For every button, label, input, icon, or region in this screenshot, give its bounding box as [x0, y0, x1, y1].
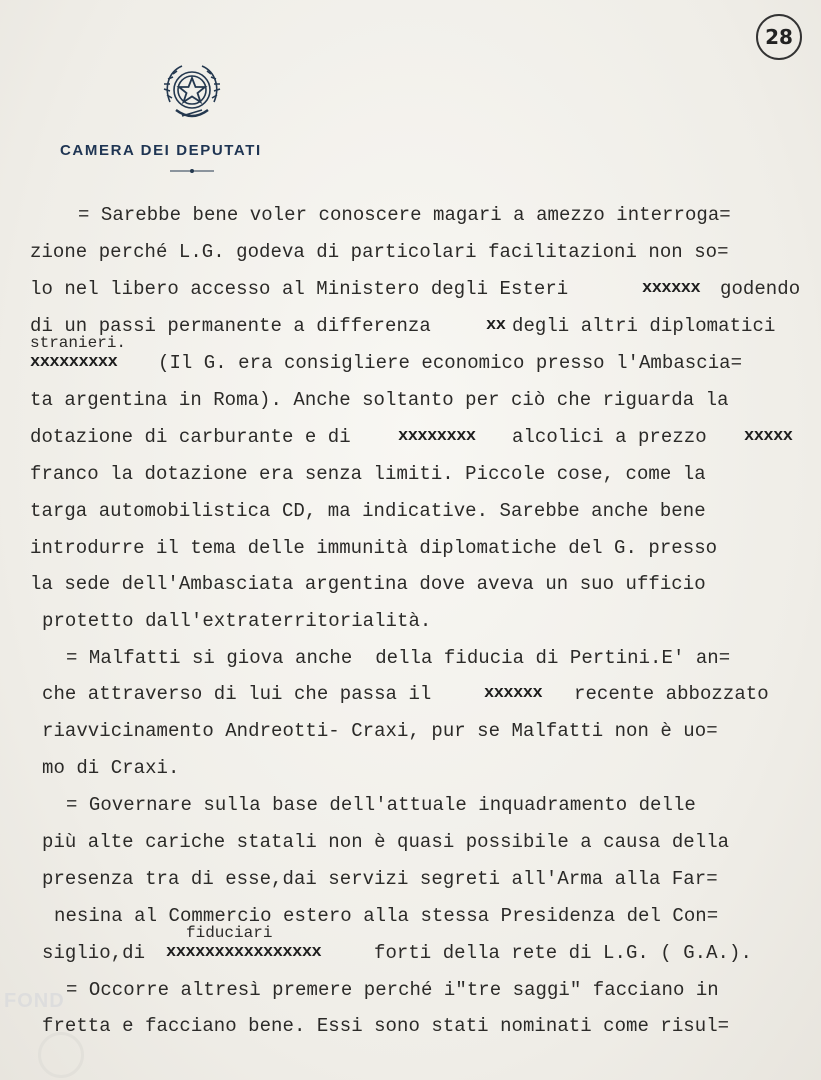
struck-word: xx — [486, 316, 506, 335]
text-line: che attraverso di lui che passa il — [42, 683, 432, 705]
text-line: lo nel libero accesso al Ministero degli Esteri — [30, 278, 569, 300]
text-line: nesina al Commercio estero alla stessa Presidenza del Con= — [54, 905, 719, 927]
archive-watermark: FOND — [4, 990, 65, 1012]
typed-correction: fiduciari — [186, 924, 273, 942]
text-line: riavvicinamento Andreotti- Craxi, pur se Malfatti non è uo= — [42, 720, 718, 742]
watermark-circle — [38, 1032, 84, 1078]
text-line: mo di Craxi. — [42, 757, 180, 779]
text-line: ta argentina in Roma). Anche soltanto per ciò che riguarda la — [30, 389, 729, 411]
text-line: dotazione di carburante e di — [30, 426, 351, 448]
text-line: = Malfatti si giova anche della fiducia di Pertini.E' an= — [66, 647, 731, 669]
text-line: di un passi permanente a differenza — [30, 315, 431, 337]
struck-word: xxxxxxxx — [398, 427, 476, 446]
text-line: introdurre il tema delle immunità diplomatiche del G. presso — [30, 537, 718, 559]
struck-word: xxxxxx — [642, 279, 701, 298]
star-wheel-emblem-icon — [160, 58, 224, 130]
text-line: zione perché L.G. godeva di particolari facilitazioni non so= — [30, 241, 729, 263]
text-line: franco la dotazione era senza limiti. Piccole cose, come la — [30, 463, 706, 485]
text-line: presenza tra di esse,dai servizi segreti all'Arma alla Far= — [42, 868, 718, 890]
text-line: protetto dall'extraterritorialità. — [42, 610, 432, 632]
text-line: forti della rete di L.G. ( G.A.). — [374, 942, 752, 964]
text-line: degli altri diplomatici — [512, 315, 776, 337]
typed-correction: stranieri. — [30, 334, 127, 352]
header-divider — [170, 168, 214, 174]
text-line: più alte cariche statali non è quasi possibile a causa della — [42, 831, 730, 853]
text-line: = Governare sulla base dell'attuale inquadramento delle — [66, 794, 696, 816]
institution-header: CAMERA DEI DEPUTATI — [60, 142, 262, 159]
text-line: targa automobilistica CD, ma indicative. Sarebbe anche bene — [30, 500, 706, 522]
text-line: = Sarebbe bene voler conoscere magari a amezzo interroga= — [78, 204, 731, 226]
page-number: 28 — [756, 14, 802, 60]
text-line: recente abbozzato — [574, 683, 769, 705]
text-line: alcolici a prezzo — [512, 426, 707, 448]
text-line: la sede dell'Ambasciata argentina dove aveva un suo ufficio — [30, 573, 706, 595]
text-line: (Il G. era consigliere economico presso l'Ambascia= — [158, 352, 743, 374]
struck-word: xxxxxx — [484, 684, 543, 703]
text-line: fretta e facciano bene. Essi sono stati nominati come risul= — [42, 1015, 730, 1037]
text-line: siglio,di — [42, 942, 146, 964]
struck-word: xxxxx — [744, 427, 793, 446]
text-line: godendo — [720, 278, 801, 300]
text-line: = Occorre altresì premere perché i"tre saggi" facciano in — [66, 979, 719, 1001]
struck-word: xxxxxxxxxxxxxxxx — [166, 943, 322, 962]
struck-word: xxxxxxxxx — [30, 353, 118, 372]
